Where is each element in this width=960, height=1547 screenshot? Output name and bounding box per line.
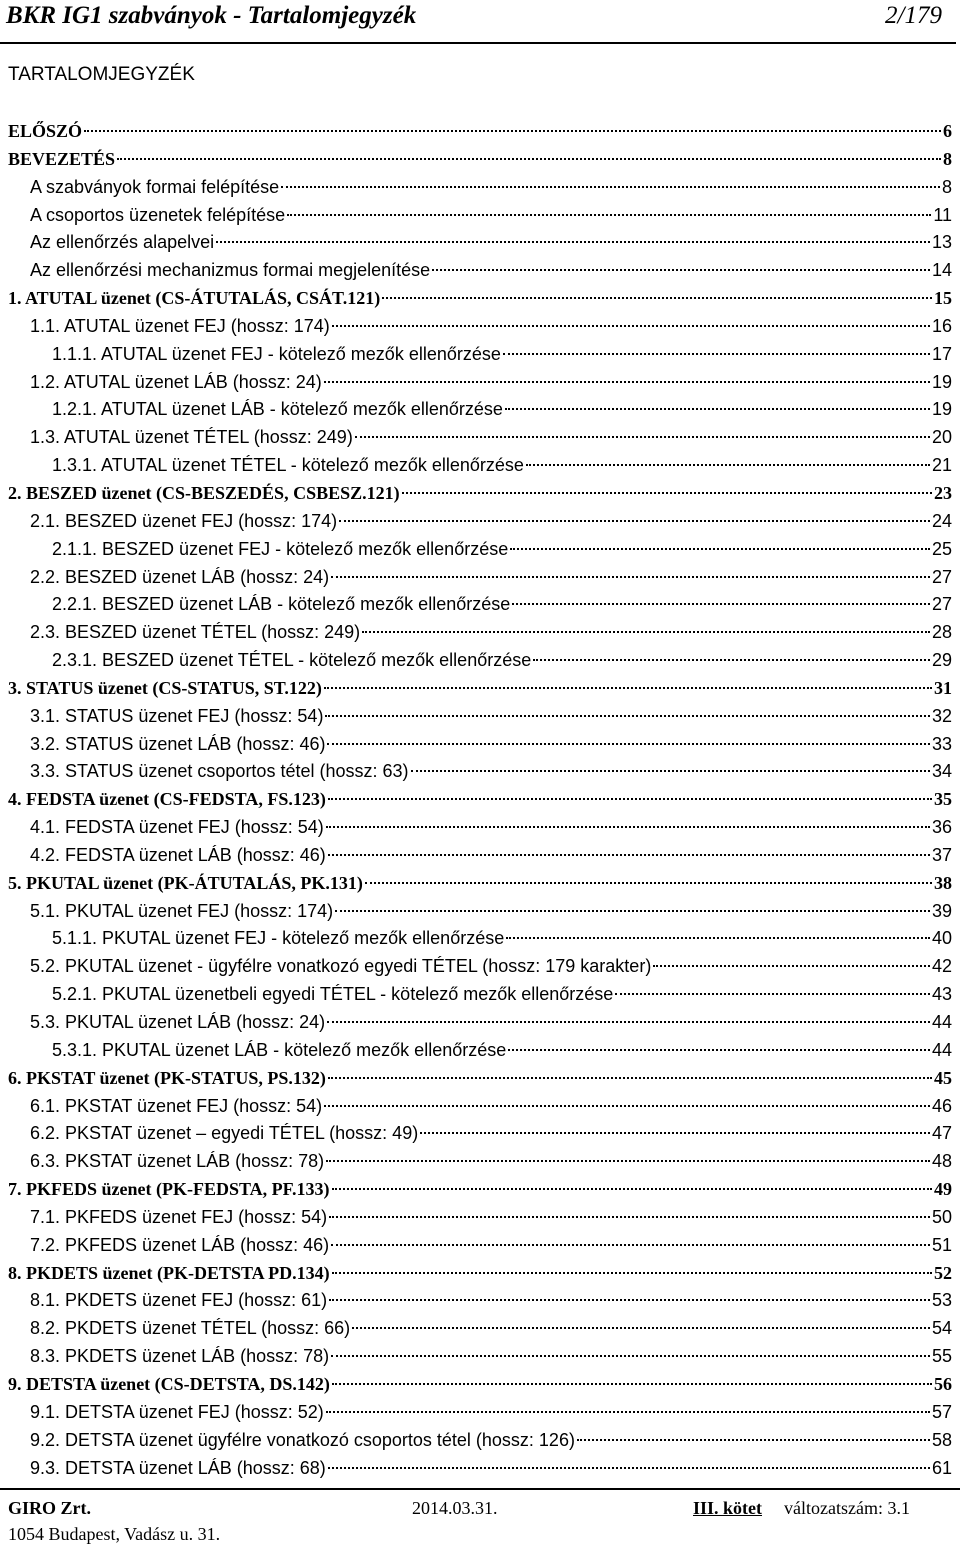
toc-entry-label: 9.3. DETSTA üzenet LÁB (hossz: 68): [30, 1457, 326, 1478]
toc-entry-label: 3.1. STATUS üzenet FEJ (hossz: 54): [30, 705, 324, 726]
dot-leader: [328, 1466, 930, 1469]
dot-leader: [510, 547, 930, 550]
toc-entry-label: 9.2. DETSTA üzenet ügyfélre vonatkozó csoportos tétel (hossz: 126): [30, 1429, 575, 1450]
toc-entry[interactable]: [0, 174, 960, 202]
toc-entry-label: 5.3. PKUTAL üzenet LÁB (hossz: 24): [30, 1012, 326, 1032]
toc-entry-label: 2.1. BESZED üzenet FEJ (hossz: 174): [30, 510, 338, 531]
toc-entry-label: 1.3. ATUTAL üzenet TÉTEL (hossz: 249): [30, 427, 353, 448]
toc-entry[interactable]: [0, 1176, 960, 1204]
toc-entry[interactable]: [0, 452, 960, 480]
toc-entry-label: 3.3. STATUS üzenet csoportos tétel (hossz: 63): [30, 761, 409, 782]
toc-entry-label: 8. PKDETS üzenet (PK-DETSTA PD.134): [8, 1262, 330, 1283]
toc-entry[interactable]: [0, 536, 960, 564]
toc-entry-label: 3. STATUS üzenet (CS-STATUS, ST.122): [8, 677, 322, 698]
toc-entry-page-number: 61: [931, 1457, 952, 1478]
toc-entry-label: 6.1. PKSTAT üzenet FEJ (hossz: 54): [30, 1095, 323, 1116]
toc-entry[interactable]: [0, 1371, 960, 1399]
dot-leader: [331, 1243, 930, 1246]
toc-entry-page-number: 35: [934, 789, 952, 810]
toc-entry-label: 4.2. FEDSTA üzenet LÁB (hossz: 46): [30, 844, 326, 865]
toc-heading: TARTALOMJEGYZÉK: [8, 64, 195, 85]
dot-leader: [329, 1298, 930, 1301]
toc-entry-label: Az ellenőrzés alapelvei: [30, 232, 215, 253]
toc-entry-label: 2.3.1. BESZED üzenet TÉTEL - kötelező mezők ellenőrzése: [52, 650, 532, 671]
toc-entry-label: 2.3. BESZED üzenet TÉTEL (hossz: 249): [30, 622, 361, 643]
dot-leader: [332, 1382, 932, 1385]
dot-leader: [411, 769, 930, 772]
toc-entry[interactable]: [0, 814, 960, 842]
toc-entry-page-number: 31: [934, 677, 952, 698]
footer-volume: III. kötet: [693, 1498, 763, 1518]
dot-leader: [331, 575, 930, 578]
toc-entry-label: 6.2. PKSTAT üzenet – egyedi TÉTEL (hossz: 49): [30, 1123, 419, 1144]
toc-entry[interactable]: [0, 1399, 960, 1427]
toc-entry[interactable]: [0, 564, 960, 592]
toc-entry-label: 5.3.1. PKUTAL üzenet LÁB - kötelező mezők ellenőrzése: [52, 1039, 507, 1060]
dot-leader: [117, 157, 941, 160]
toc-entry-page-number: 20: [931, 427, 952, 448]
dot-leader: [512, 602, 930, 605]
dot-leader: [432, 268, 930, 271]
dot-leader: [326, 1410, 930, 1413]
toc-entry[interactable]: [0, 981, 960, 1009]
dot-leader: [508, 1048, 930, 1051]
toc-entry[interactable]: [0, 1120, 960, 1148]
toc-entry-page-number: 40: [931, 928, 952, 949]
dot-leader: [503, 352, 930, 355]
dot-leader: [328, 797, 932, 800]
toc-entry[interactable]: [0, 396, 960, 424]
footer-address: 1054 Budapest, Vadász u. 31.: [8, 1524, 221, 1544]
dot-leader: [326, 825, 930, 828]
toc-entry-label: 7. PKFEDS üzenet (PK-FEDSTA, PF.133): [8, 1179, 330, 1200]
toc-entry-label: 9.1. DETSTA üzenet FEJ (hossz: 52): [30, 1401, 324, 1422]
toc-entry-page-number: 53: [931, 1290, 952, 1311]
toc-entry[interactable]: [0, 146, 960, 174]
toc-entry[interactable]: [0, 703, 960, 731]
page-header: [0, 0, 956, 44]
toc-entry-page-number: 21: [931, 455, 952, 476]
toc-entry-page-number: 27: [931, 566, 952, 587]
dot-leader: [382, 296, 932, 299]
footer-version: változatszám: 3.1: [784, 1498, 910, 1518]
document-title: BKR IG1 szabványok - Tartalomjegyzék: [6, 2, 417, 29]
toc-entry[interactable]: [0, 1315, 960, 1343]
dot-leader: [362, 630, 930, 633]
dot-leader: [402, 491, 932, 494]
toc-entry-label: 3.2. STATUS üzenet LÁB (hossz: 46): [30, 733, 326, 754]
dot-leader: [331, 1354, 930, 1357]
dot-leader: [287, 213, 931, 216]
toc-entry-label: 9. DETSTA üzenet (CS-DETSTA, DS.142): [8, 1373, 330, 1394]
toc-entry-page-number: 49: [934, 1179, 952, 1200]
toc-entry-label: 8.2. PKDETS üzenet TÉTEL (hossz: 66): [30, 1318, 351, 1339]
toc-entry[interactable]: [0, 786, 960, 814]
toc-entry-page-number: 38: [934, 872, 952, 893]
toc-entry-page-number: 56: [934, 1373, 952, 1394]
toc-entry-page-number: 54: [931, 1318, 952, 1339]
toc-entry[interactable]: [0, 1343, 960, 1371]
toc-entry[interactable]: [0, 118, 960, 146]
dot-leader: [526, 463, 930, 466]
page-footer: [0, 1488, 960, 1547]
toc-entry-page-number: 13: [931, 232, 952, 253]
toc-entry-label: ELŐSZÓ: [8, 121, 83, 141]
dot-leader: [615, 992, 930, 995]
toc-entry-page-number: 15: [934, 288, 952, 309]
dot-leader: [84, 129, 941, 132]
toc-entry[interactable]: [0, 285, 960, 313]
toc-entry-page-number: 44: [931, 1039, 952, 1060]
toc-entry[interactable]: [0, 1455, 960, 1483]
toc-entry[interactable]: [0, 369, 960, 397]
dot-leader: [352, 1326, 930, 1329]
dot-leader: [281, 185, 940, 188]
toc-entry-page-number: 28: [931, 622, 952, 643]
toc-entry-page-number: 47: [931, 1123, 952, 1144]
toc-entry[interactable]: [0, 1065, 960, 1093]
toc-entry-page-number: 23: [934, 482, 952, 503]
dot-leader: [332, 1271, 932, 1274]
toc-entry-page-number: 42: [931, 956, 952, 977]
toc-entry[interactable]: [0, 731, 960, 759]
toc-entry-page-number: 52: [934, 1262, 952, 1283]
toc-entry-page-number: 8: [943, 148, 952, 169]
toc-entry[interactable]: [0, 313, 960, 341]
toc-entry-label: 2.2. BESZED üzenet LÁB (hossz: 24): [30, 566, 330, 587]
toc-entry-page-number: 51: [931, 1234, 952, 1255]
toc-entry-page-number: 17: [931, 343, 952, 364]
toc-entry-label: 2.1.1. BESZED üzenet FEJ - kötelező mezők ellenőrzése: [52, 538, 509, 559]
toc-entry-page-number: 44: [931, 1012, 952, 1032]
toc-entry[interactable]: [0, 1009, 960, 1037]
toc-entry-page-number: 8: [941, 176, 952, 197]
toc-entry-label: 5. PKUTAL üzenet (PK-ÁTUTALÁS, PK.131): [8, 872, 363, 893]
toc-entry[interactable]: [0, 1232, 960, 1260]
dot-leader: [327, 742, 930, 745]
toc-entry[interactable]: [0, 341, 960, 369]
toc-entry[interactable]: [0, 898, 960, 926]
dot-leader: [324, 686, 932, 689]
toc-entry-label: 6.3. PKSTAT üzenet LÁB (hossz: 78): [30, 1151, 325, 1172]
toc-list: [0, 118, 960, 1482]
toc-entry-page-number: 11: [933, 204, 952, 225]
toc-entry[interactable]: [0, 1287, 960, 1315]
toc-entry-page-number: 57: [931, 1401, 952, 1422]
toc-entry-page-number: 37: [931, 844, 952, 865]
dot-leader: [506, 936, 930, 939]
toc-entry-page-number: 43: [931, 984, 952, 1005]
toc-entry-page-number: 50: [931, 1206, 952, 1227]
toc-entry-label: 5.1. PKUTAL üzenet FEJ (hossz: 174): [30, 900, 334, 921]
dot-leader: [332, 324, 930, 327]
toc-entry[interactable]: [0, 953, 960, 981]
dot-leader: [339, 519, 930, 522]
toc-entry-page-number: 45: [934, 1067, 952, 1088]
footer-date: 2014.03.31.: [412, 1498, 498, 1518]
toc-entry-page-number: 16: [931, 315, 952, 336]
dot-leader: [577, 1438, 930, 1441]
dot-leader: [420, 1131, 930, 1134]
dot-leader: [365, 881, 932, 884]
toc-entry-label: 7.2. PKFEDS üzenet LÁB (hossz: 46): [30, 1234, 330, 1255]
toc-entry[interactable]: [0, 675, 960, 703]
toc-entry[interactable]: [0, 1037, 960, 1065]
toc-entry-label: 4.1. FEDSTA üzenet FEJ (hossz: 54): [30, 817, 324, 838]
toc-entry-page-number: 27: [931, 594, 952, 615]
toc-entry[interactable]: [0, 870, 960, 898]
toc-entry-page-number: 36: [931, 817, 952, 838]
toc-entry-label: 5.2. PKUTAL üzenet - ügyfélre vonatkozó egyedi TÉTEL (hossz: 179 karakter): [30, 956, 652, 977]
toc-entry-page-number: 24: [931, 510, 952, 531]
toc-entry-page-number: 32: [931, 705, 952, 726]
toc-entry-label: A szabványok formai felépítése: [30, 176, 280, 197]
dot-leader: [332, 1187, 933, 1190]
toc-entry-label: 8.1. PKDETS üzenet FEJ (hossz: 61): [30, 1290, 328, 1311]
dot-leader: [324, 1104, 930, 1107]
dot-leader: [335, 909, 930, 912]
toc-entry-label: 8.3. PKDETS üzenet LÁB (hossz: 78): [30, 1346, 330, 1367]
toc-entry-page-number: 19: [931, 371, 952, 392]
toc-entry[interactable]: [0, 480, 960, 508]
toc-entry-label: 2. BESZED üzenet (CS-BESZEDÉS, CSBESZ.121): [8, 482, 400, 503]
toc-entry[interactable]: [0, 508, 960, 536]
toc-entry-label: 1.1. ATUTAL üzenet FEJ (hossz: 174): [30, 315, 330, 336]
toc-entry-page-number: 55: [931, 1346, 952, 1367]
dot-leader: [355, 435, 930, 438]
toc-entry-page-number: 39: [931, 900, 952, 921]
dot-leader: [328, 1076, 932, 1079]
toc-entry-label: 2.2.1. BESZED üzenet LÁB - kötelező mezők ellenőrzése: [52, 594, 511, 615]
toc-entry[interactable]: [0, 758, 960, 786]
toc-entry-page-number: 25: [931, 538, 952, 559]
toc-entry[interactable]: [0, 424, 960, 452]
toc-entry-label: 1.2.1. ATUTAL üzenet LÁB - kötelező mezők ellenőrzése: [52, 399, 503, 420]
toc-entry[interactable]: [0, 202, 960, 230]
toc-entry-page-number: 58: [931, 1429, 952, 1450]
dot-leader: [505, 407, 930, 410]
toc-entry-label: 7.1. PKFEDS üzenet FEJ (hossz: 54): [30, 1206, 328, 1227]
toc-entry-page-number: 48: [931, 1151, 952, 1172]
dot-leader: [325, 714, 930, 717]
toc-entry-page-number: 33: [931, 733, 952, 754]
toc-entry-label: 1.3.1. ATUTAL üzenet TÉTEL - kötelező mezők ellenőrzése: [52, 455, 524, 476]
toc-entry[interactable]: [0, 1427, 960, 1455]
toc-entry[interactable]: [0, 1148, 960, 1176]
toc-entry-label: 5.2.1. PKUTAL üzenetbeli egyedi TÉTEL - kötelező mezők ellenőrzése: [52, 984, 614, 1005]
footer-company: GIRO Zrt.: [8, 1498, 91, 1518]
toc-entry[interactable]: [0, 1204, 960, 1232]
toc-entry-page-number: 14: [931, 260, 952, 281]
toc-entry-page-number: 6: [943, 121, 952, 141]
toc-entry-label: 1. ATUTAL üzenet (CS-ÁTUTALÁS, CSÁT.121): [8, 288, 381, 309]
toc-entry-label: 6. PKSTAT üzenet (PK-STATUS, PS.132): [8, 1067, 326, 1088]
toc-entry-label: BEVEZETÉS: [8, 148, 116, 169]
dot-leader: [533, 658, 930, 661]
dot-leader: [327, 1020, 930, 1023]
dot-leader: [653, 964, 930, 967]
toc-entry[interactable]: [0, 647, 960, 675]
toc-entry-label: 1.2. ATUTAL üzenet LÁB (hossz: 24): [30, 371, 322, 392]
dot-leader: [328, 853, 930, 856]
dot-leader: [329, 1215, 930, 1218]
toc-entry[interactable]: [0, 619, 960, 647]
toc-entry-page-number: 19: [931, 399, 952, 420]
toc-entry[interactable]: [0, 1260, 960, 1288]
toc-entry-page-number: 46: [931, 1095, 952, 1116]
toc-entry-label: Az ellenőrzési mechanizmus formai megjelenítése: [30, 260, 431, 281]
dot-leader: [326, 1159, 930, 1162]
toc-entry[interactable]: [0, 925, 960, 953]
toc-entry[interactable]: [0, 229, 960, 257]
toc-entry[interactable]: [0, 591, 960, 619]
dot-leader: [324, 380, 930, 383]
dot-leader: [216, 240, 930, 243]
toc-entry-label: A csoportos üzenetek felépítése: [30, 204, 286, 225]
toc-entry-page-number: 29: [931, 650, 952, 671]
page-number: 2/179: [885, 2, 942, 29]
toc-entry[interactable]: [0, 842, 960, 870]
toc-entry-label: 4. FEDSTA üzenet (CS-FEDSTA, FS.123): [8, 789, 326, 810]
toc-entry-page-number: 34: [931, 761, 952, 782]
toc-entry-label: 5.1.1. PKUTAL üzenet FEJ - kötelező mezők ellenőrzése: [52, 928, 505, 949]
toc-entry-label: 1.1.1. ATUTAL üzenet FEJ - kötelező mezők ellenőrzése: [52, 343, 501, 364]
toc-entry[interactable]: [0, 1093, 960, 1121]
toc-entry[interactable]: [0, 257, 960, 285]
